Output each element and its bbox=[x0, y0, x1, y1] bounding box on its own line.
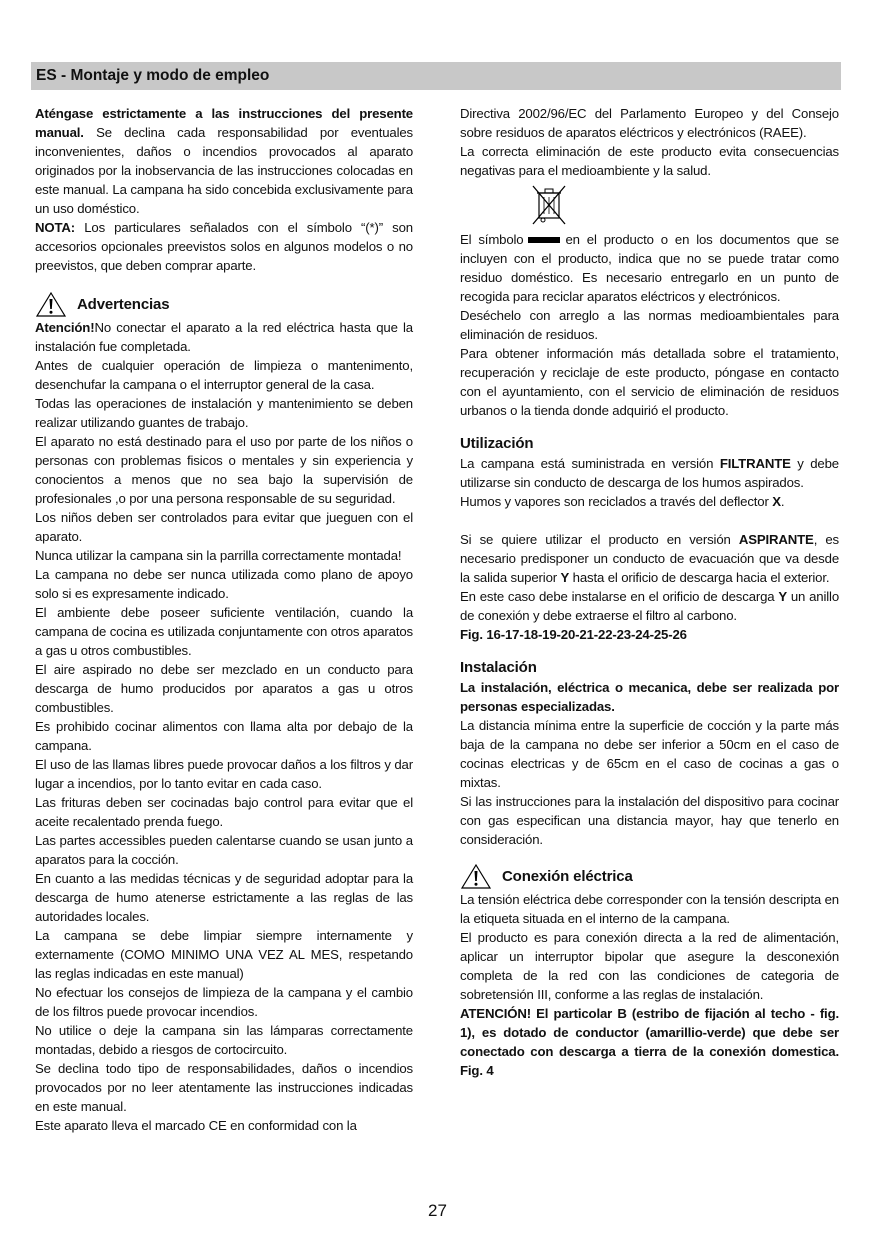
warning-paragraph: Este aparato lleva el marcado CE en conformidad con la bbox=[35, 1118, 357, 1133]
intro-bold: Aténgase estrictamente a las instrucciones del presente manual. bbox=[35, 106, 413, 140]
warning-paragraph: No efectuar los consejos de limpieza de la campana y el cambio de los filtros puede provocar incendios. bbox=[35, 985, 413, 1019]
util-text: , es necesario predisponer un conducto de evacuación que va desde la salida superior bbox=[460, 532, 839, 585]
right-column bbox=[460, 104, 839, 1080]
atencion-text: No conectar el aparato a la red eléctrica hasta que la instalación fue completada. bbox=[35, 320, 413, 354]
instalacion-paragraph: La distancia mínima entre la superficie de cocción y la parte más baja de la campana no debe ser inferior a 50cm en el caso de cocinas electricas y de 65cm en el caso de cocinas a gas o mixtas. bbox=[460, 718, 839, 790]
weee-symbol-paragraph bbox=[460, 230, 839, 306]
utilizacion-title: Utilización bbox=[460, 435, 534, 452]
conexion-heading bbox=[460, 863, 839, 890]
warning-triangle-icon bbox=[460, 863, 492, 890]
warning-paragraph: En cuanto a las medidas técnicas y de seguridad adoptar para la descarga de humo atenerse estrictamente a las reglas de las autoridades locales. bbox=[35, 871, 413, 924]
outlet-label: Y bbox=[778, 589, 788, 604]
deflector-label: X bbox=[772, 494, 781, 509]
warning-paragraph: Se declina todo tipo de responsabilidades, daños o incendios provocados por no leer atentamente las instrucciones indicadas en este manual. bbox=[35, 1061, 413, 1114]
instalacion-bold-text: La instalación, eléctrica o mecanica, debe ser realizada por personas especializadas. bbox=[460, 680, 839, 714]
conexion-paragraph: El producto es para conexión directa a la red de alimentación, aplicar un interruptor bipolar que asegure la desconexión completa de la red con las condiciones de categoria de sobretensión III, conforme a las reglas de instalación. bbox=[460, 930, 839, 1002]
utilizacion-paragraph bbox=[460, 530, 839, 587]
warning-paragraph: El aire aspirado no debe ser mezclado en un conducto para descarga de humo producidos por aparatos a gas u otros combustibles. bbox=[35, 662, 413, 715]
warning-paragraph: La campana se debe limpiar siempre internamente y externamente (COMO MINIMO UNA VEZ AL MES, respetando las reglas indicadas en este manual) bbox=[35, 928, 413, 981]
utilizacion-paragraph bbox=[460, 492, 839, 511]
warning-paragraph: Nunca utilizar la campana sin la parrilla correctamente montada! bbox=[35, 548, 402, 563]
warning-paragraph: No utilice o deje la campana sin las lámparas correctamente montadas, debido a riesgos de cortocircuito. bbox=[35, 1023, 413, 1057]
weee-paragraph: Deséchelo con arreglo a las normas medioambientales para eliminación de residuos. bbox=[460, 308, 839, 342]
figure-reference-text: Fig. 16-17-18-19-20-21-22-23-24-25-26 bbox=[460, 627, 687, 642]
intro-text: Se declina cada responsabilidad por eventuales inconvenientes, daños o incendios provocados al aparato originados por la inobservancia de las instrucciones colocadas en este manual. La campana ha sido concebida exclusivamente para un uso doméstico. bbox=[35, 125, 413, 216]
util-text: En este caso debe instalarse en el orificio de descarga bbox=[460, 589, 779, 604]
left-column bbox=[35, 104, 413, 1135]
intro-paragraph bbox=[35, 104, 413, 218]
advertencias-heading bbox=[35, 291, 413, 318]
warning-paragraph: El aparato no está destinado para el uso por parte de los niños o personas con problemas fisicos o mentales y sin experiencia y conocientos a menos que no sea bajo la supervisión de profesionales ,o por una persona responsable de su seguridad. bbox=[35, 434, 413, 506]
warning-paragraph: Los niños deben ser controlados para evitar que jueguen con el aparato. bbox=[35, 510, 413, 544]
filtrante-label: FILTRANTE bbox=[719, 456, 791, 471]
page-number: 27 bbox=[428, 1201, 447, 1220]
utilizacion-paragraph bbox=[460, 587, 839, 625]
symbol-pre-text: El símbolo bbox=[460, 232, 524, 247]
util-text: . bbox=[780, 494, 785, 509]
conexion-warning-paragraph bbox=[460, 1004, 839, 1080]
util-text: un anillo de conexión y debe extraerse el filtro al carbono. bbox=[460, 589, 839, 623]
warning-paragraph: El ambiente debe poseer suficiente ventilación, cuando la campana de cocina es utilizada conjuntamente con otros aparatos a gas u otros combustibles. bbox=[35, 605, 413, 658]
warning-paragraph: El uso de las llamas libres puede provocar daños a los filtros y dar lugar a incendios, por lo tanto evitar en cada caso. bbox=[35, 757, 413, 791]
weee-directive-paragraph: Directiva 2002/96/EC del Parlamento Europeo y del Consejo sobre residuos de aparatos eléctricos y electrónicos (RAEE). bbox=[460, 106, 839, 140]
conexion-title: Conexión eléctrica bbox=[502, 867, 633, 885]
utilizacion-paragraph bbox=[460, 454, 839, 492]
atencion-paragraph bbox=[35, 318, 413, 356]
instalacion-title: Instalación bbox=[460, 659, 537, 676]
warning-paragraph: Las partes accessibles pueden calentarse cuando se usan junto a aparatos para la cocción. bbox=[35, 833, 413, 867]
warning-paragraph: Es prohibido cocinar alimentos con llama alta por debajo de la campana. bbox=[35, 719, 413, 753]
conexion-warning-text: ATENCIÓN! El particolar B (estribo de fijación al techo - fig. 1), es dotado de conductor (amarillio-verde) que debe ser conectado con descarga a tierra de la conexión domestica. Fig. 4 bbox=[460, 1006, 839, 1078]
util-text: y debe utilizarse sin conducto de descarga de los humos aspirados. bbox=[460, 456, 839, 490]
nota-label: NOTA: bbox=[35, 220, 76, 235]
outlet-label: Y bbox=[560, 570, 570, 585]
weee-symbol-area bbox=[460, 180, 839, 230]
section-title: ES - Montaje y modo de empleo bbox=[36, 67, 270, 84]
nota-paragraph bbox=[35, 218, 413, 275]
warning-paragraph: Antes de cualquier operación de limpieza o mantenimento, desenchufar la campana o el interruptor general de la casa. bbox=[35, 358, 413, 392]
aspirante-label: ASPIRANTE bbox=[738, 532, 814, 547]
weee-disposal-paragraph: La correcta eliminación de este producto evita consecuencias negativas para el medioambiente y la salud. bbox=[460, 144, 839, 178]
instalacion-bold-paragraph bbox=[460, 678, 839, 716]
warning-paragraph: Todas las operaciones de instalación y mantenimiento se deben realizar utilizando guantes de trabajo. bbox=[35, 396, 413, 430]
util-text: Humos y vapores son reciclados a través del deflector bbox=[460, 494, 773, 509]
advertencias-title: Advertencias bbox=[77, 295, 170, 313]
weee-paragraph: Para obtener información más detallada sobre el tratamiento, recuperación y reciclaje de este producto, póngase en contacto con el ayuntamiento, con el servicio de eliminación de residuos urbanos o la tienda donde adquirió el producto. bbox=[460, 346, 839, 418]
figure-reference bbox=[460, 625, 839, 644]
util-text: Si se quiere utilizar el producto en versión bbox=[460, 532, 739, 547]
instalacion-paragraph: Si las instrucciones para la instalación del dispositivo para cocinar con gas especifican una distancia mayor, hay que tenerlo en consideración. bbox=[460, 794, 839, 847]
util-text: La campana está suministrada en versión bbox=[460, 456, 720, 471]
symbol-post-text: en el producto o en los documentos que se incluyen con el producto, indica que no se puede tratar como residuo doméstico. Es necesario entregarlo en un punto de recogida para reciclar aparatos eléctricos y electrónicos. bbox=[460, 232, 839, 304]
nota-text: Los particulares señalados con el símbolo “(*)” son accesorios opcionales preevistos solos en algunos modelos o no preevistos, que deben comprar aparte. bbox=[35, 220, 413, 273]
black-bar-icon bbox=[528, 237, 560, 243]
warning-paragraph: Las frituras deben ser cocinadas bajo control para evitar que el aceite recalentado prenda fuego. bbox=[35, 795, 413, 829]
atencion-label: Atención! bbox=[35, 320, 95, 335]
crossed-bin-icon bbox=[530, 182, 568, 228]
warning-triangle-icon bbox=[35, 291, 67, 318]
section-header-bar bbox=[31, 62, 841, 90]
conexion-paragraph: La tensión eléctrica debe corresponder con la tensión descripta en la etiqueta situada en el interno de la campana. bbox=[460, 892, 839, 926]
warning-paragraph: La campana no debe ser nunca utilizada como plano de apoyo solo si es expresamente indicado. bbox=[35, 567, 413, 601]
util-text: hasta el orificio de descarga hacia el exterior. bbox=[569, 570, 830, 585]
